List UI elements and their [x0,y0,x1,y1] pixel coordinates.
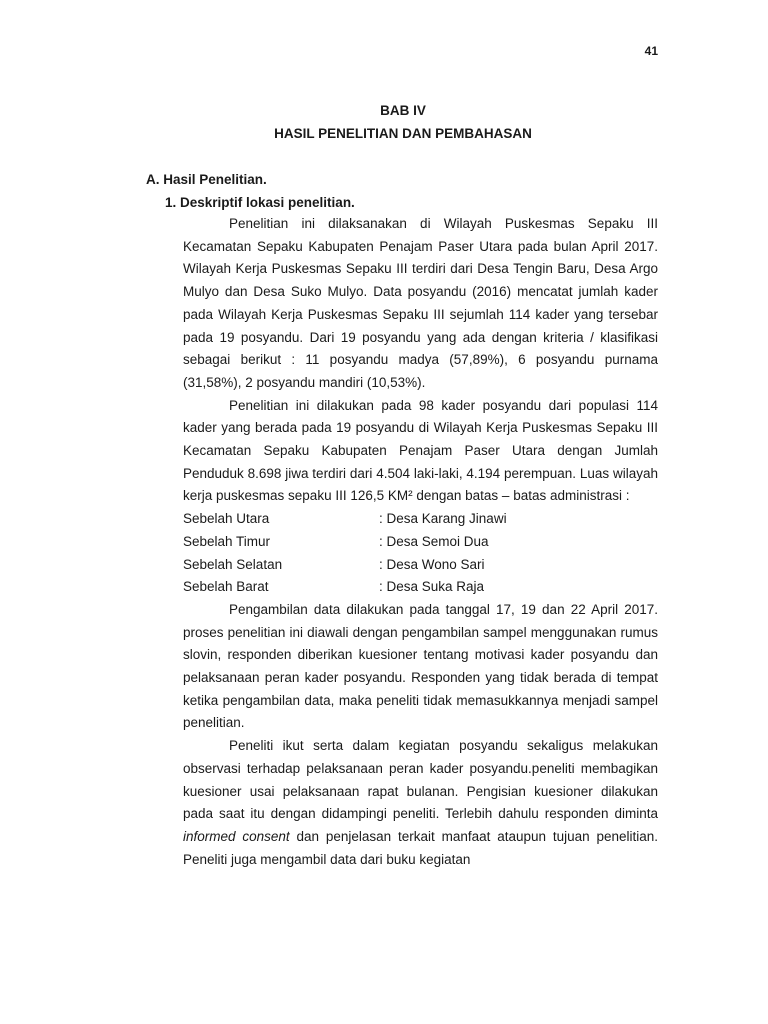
paragraph-data-collection: Pengambilan data dilakukan pada tanggal 17, 19 dan 22 April 2017. proses penelitian ini diawali dengan pengambilan sampel menggunakan rumus slovin, responden diberikan kuesioner tentang motivasi kader posyandu dan pelaksanaan peran kader posyandu. Responden yang tidak berada di tempat ketika pengambilan data, maka peneliti tidak memasukkannya menjadi sampel penelitian. [183,601,658,731]
boundary-row-east [183,531,658,554]
boundary-value: : Desa Karang Jinawi [379,511,507,527]
observation-text-start: Peneliti ikut serta dalam kegiatan posyandu sekaligus melakukan observasi terhadap pelaksanaan peran kader posyandu.peneliti membagikan kuesioner usai pelaksanaan rapat bulanan. Pengisian kuesioner dilakukan pada saat itu dengan didampingi peneliti. Terlebih dahulu responden diminta [183,738,658,822]
subsection-heading: 1. Deskriptif lokasi penelitian. [165,195,355,210]
paragraph-observation [183,735,658,871]
boundary-row-west [183,576,658,599]
observation-text-end: dan penjelasan terkait manfaat ataupun tujuan penelitian. Peneliti juga mengambil data dari buku kegiatan [183,828,658,867]
boundary-label: Sebelah Selatan [183,556,283,572]
body-text [183,213,658,871]
chapter-title: HASIL PENELITIAN DAN PEMBAHASAN [274,126,532,141]
boundary-list [183,508,658,599]
boundary-row-south [183,554,658,577]
paragraph-location: Penelitian ini dilaksanakan di Wilayah Puskesmas Sepaku III Kecamatan Sepaku Kabupaten Penajam Paser Utara pada bulan April 2017. Wilayah Kerja Puskesmas Sepaku III terdiri dari Desa Tengin Baru, Desa Argo Mulyo dan Desa Suko Mulyo. Data posyandu (2016) mencatat jumlah kader pada Wilayah Kerja Puskesmas Sepaku III sejumlah 114 kader yang tersebar pada 19 posyandu. Dari 19 posyandu yang ada dengan kriteria / klasifikasi sebagai berikut : 11 posyandu madya (57,89%), 6 posyandu purnama (31,58%), 2 posyandu mandiri (10,53%). [183,216,658,390]
boundary-value: : Desa Wono Sari [379,556,485,572]
boundary-value: : Desa Semoi Dua [379,533,489,549]
chapter-label: BAB IV [380,103,426,118]
paragraph-population: Penelitian ini dilakukan pada 98 kader posyandu dari populasi 114 kader yang berada pada 19 posyandu di Wilayah Kerja Puskesmas Sepaku III Kecamatan Sepaku Kabupaten Penajam Paser Utara dengan Jumlah Penduduk 8.698 jiwa terdiri dari 4.504 laki-laki, 4.194 perempuan. Luas wilayah kerja puskesmas sepaku III 126,5 KM² dengan batas – batas administrasi : [183,397,658,504]
boundary-value: : Desa Suka Raja [379,579,485,595]
boundary-label: Sebelah Utara [183,511,270,527]
boundary-label: Sebelah Barat [183,579,269,595]
section-heading: A. Hasil Penelitian. [146,172,267,187]
boundary-row-north [183,508,658,531]
page-number: 41 [644,44,658,58]
informed-consent-term: informed consent [183,828,290,844]
boundary-label: Sebelah Timur [183,533,271,549]
